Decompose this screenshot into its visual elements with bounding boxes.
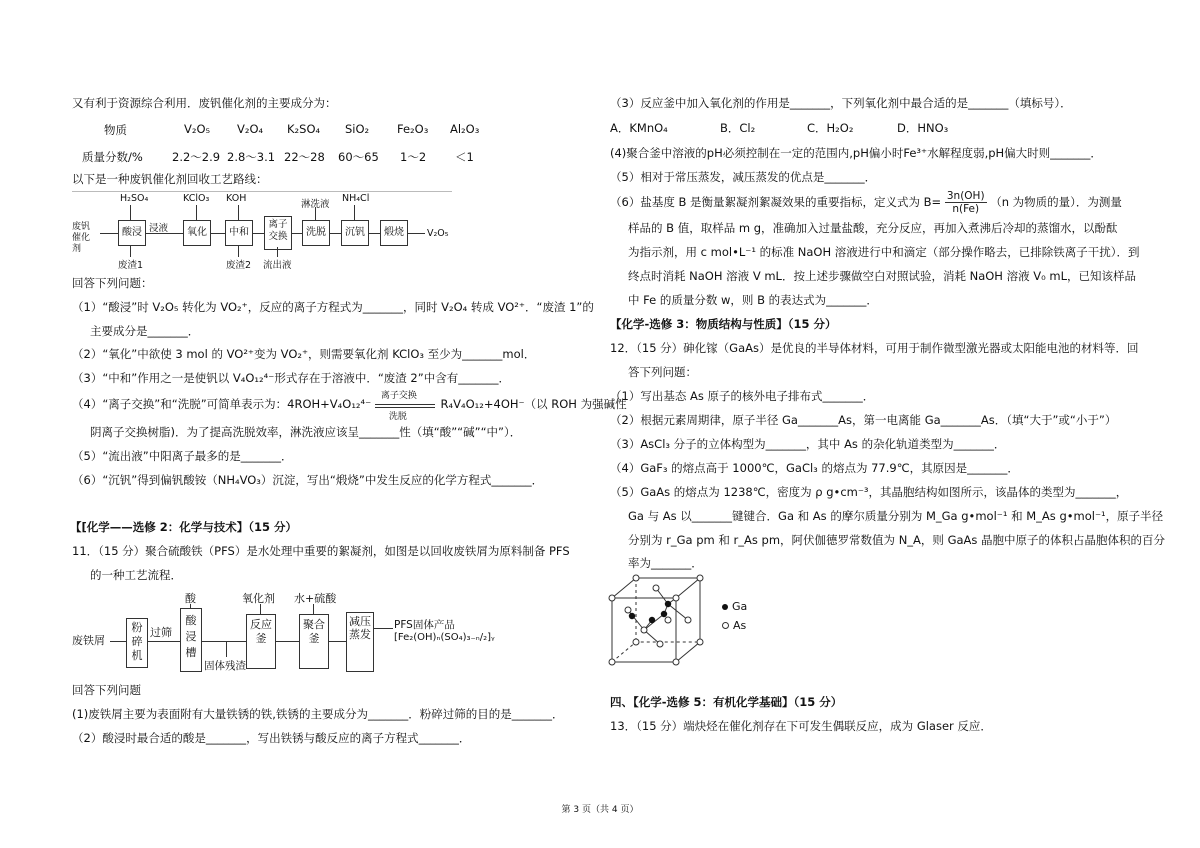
question-11-2: （2）酸浸时最合适的酸是_______，写出铁锈与酸反应的离子方程式_______． xyxy=(72,731,471,745)
as-atom xyxy=(673,595,679,601)
question-4-line-a xyxy=(72,390,627,422)
flow1-arrow xyxy=(238,245,239,257)
flow1-reagent-koh: KOH xyxy=(226,193,247,204)
question-13: 13．（15 分）端炔烃在催化剂存在下可发生偶联反应，成为 Glaser 反应． xyxy=(610,719,992,733)
flow1-arrow xyxy=(238,205,239,220)
legend-ga xyxy=(722,600,747,613)
as-atom xyxy=(653,585,659,591)
route-intro-text: 以下是一种废钒催化剂回收工艺路线： xyxy=(72,172,268,186)
flow1-arrow xyxy=(329,233,341,234)
intro-text: 又有利于资源综合利用．废钒催化剂的主要成分为： xyxy=(72,96,337,110)
flow1-waste1: 废渣1 xyxy=(118,260,144,271)
flow1-arrow xyxy=(252,233,264,234)
table-cell-al2o3: ＜1 xyxy=(455,150,474,164)
question-6: （6）“沉钒”得到偏钒酸铵（NH₄VO₃）沉淀，写出“煅烧”中发生反应的化学方程式_______． xyxy=(72,473,544,487)
question-11-6-line-e: 中 Fe 的质量分数 w，则 B 的表达式为_______． xyxy=(628,293,878,307)
flow2-arrow xyxy=(313,604,314,614)
flow1-reagent-kclo3: KClO₃ xyxy=(183,193,210,204)
flow2-formula: [Fe₂(OH)ₙ(SO₄)₃₋ₙ/₂]ᵧ xyxy=(394,632,495,643)
q4-equation-left: （4）“离子交换”和“洗脱”可简单表示为：4ROH+V₄O₁₂⁴⁻ xyxy=(72,397,372,411)
flow1-box-neutralize: 中和 xyxy=(225,220,253,246)
flow1-box-precipitate: 沉钒 xyxy=(341,220,369,246)
flow1-effluent: 流出液 xyxy=(263,260,292,271)
question-12-2: （2）根据元素周期律，原子半径 Ga_______As，第一电离能 Ga_______As．（填“大于”或“小于”） xyxy=(610,413,1117,427)
flow1-input: 废钒催化剂 xyxy=(72,222,91,254)
question-11-5: （5）相对于常压蒸发，减压蒸发的优点是_______． xyxy=(610,170,877,184)
flow2-arrow xyxy=(110,641,126,642)
question-12-4: （4）GaF₃ 的熔点高于 1000℃，GaCl₃ 的熔点为 77.9℃，其原因是_______． xyxy=(610,461,1019,475)
flow1-box-ion-exchange: 离子交换 xyxy=(264,216,292,250)
flow2-arrow xyxy=(275,641,299,642)
table-cell-k2so4: 22～28 xyxy=(284,150,325,164)
gaas-unit-cell-diagram xyxy=(608,574,718,670)
flow1-reagent-h2so4: H₂SO₄ xyxy=(120,193,149,204)
table-header-fe2o3: Fe₂O₃ xyxy=(397,122,429,136)
option-d: D．HNO₃ xyxy=(897,121,949,135)
flow1-arrow xyxy=(196,205,197,220)
q6-definition-prefix: （6）盐基度 B 是衡量絮凝剂絮凝效果的重要指标，定义式为 B= xyxy=(610,195,942,209)
q6-fraction xyxy=(945,190,987,215)
question-4-line-b: 阴离子交换树脂)．为了提高洗脱效率，淋洗液应该呈_______性（填“酸”“碱”“中”）． xyxy=(90,425,522,439)
as-atom xyxy=(633,639,639,645)
section-heading-elective-3: 【化学-选修 3：物质结构与性质】（15 分） xyxy=(610,317,837,331)
flow1-leachate-label: 浸液 xyxy=(149,223,169,234)
flow2-box-acid-tank: 酸浸槽 xyxy=(180,608,202,672)
legend-ga-label: Ga xyxy=(732,600,748,613)
table-header-sio2: SiO₂ xyxy=(345,122,370,136)
question-11-1: (1)废铁屑主要为表面附有大量铁锈的铁,铁锈的主要成分为_______．粉碎过筛的目的是_______． xyxy=(72,707,564,721)
flow1-arrow xyxy=(354,205,355,220)
question-12-5-line-a: （5）GaAs 的熔点为 1238℃，密度为 ρ g•cm⁻³，其晶胞结构如图所示，该晶体的类型为_______， xyxy=(610,485,1128,499)
table-header-k2so4: K₂SO₄ xyxy=(287,122,321,136)
as-atom xyxy=(609,659,615,665)
q6-definition-suffix: （n 为物质的量）．为测量 xyxy=(990,195,1122,209)
option-b: B．Cl₂ xyxy=(720,121,756,135)
answer-prompt-2: 回答下列问题 xyxy=(72,683,141,697)
table-header-al2o3: Al₂O₃ xyxy=(450,122,480,136)
question-11-line-b: 的一种工艺流程． xyxy=(90,568,182,582)
flow1-arrow xyxy=(315,207,316,220)
flow2-product: PFS固体产品 xyxy=(394,619,455,631)
question-12-3: （3）AsCl₃ 分子的立体构型为_______，其中 As 的杂化轨道类型为_______． xyxy=(610,437,1006,451)
flow2-residue: 固体残渣 xyxy=(204,660,246,672)
question-11-line-a: 11．（15 分）聚合硫酸铁（PFS）是水处理中重要的絮凝剂，如图是以回收废铁屑为原料制备 PFS xyxy=(72,544,570,558)
flow2-box-crusher: 粉碎机 xyxy=(126,618,148,668)
q6-fraction-numerator: 3n(OH) xyxy=(946,190,985,202)
section-heading-elective-2: 【[化学——选修 2：化学与技术】（15 分） xyxy=(70,520,298,534)
question-12-line-a: 12．（15 分）砷化镓（GaAs）是优良的半导体材料，可用于制作微型激光器或太阳能电池的材料等．回 xyxy=(610,341,1139,355)
legend-as-label: As xyxy=(733,619,747,632)
q4-arrow-bottom-label: 洗脱 xyxy=(388,411,407,422)
q6-fraction-denominator: n(Fe) xyxy=(952,203,980,215)
question-11-6-line-c: 为指示剂，用 c mol•L⁻¹ 的标准 NaOH 溶液进行中和滴定（部分操作略去，已排除铁离子干扰）．到 xyxy=(628,245,1140,259)
flow2-arrow xyxy=(190,604,191,608)
as-atom xyxy=(633,575,639,581)
flow1-reagent-nh4cl: NH₄Cl xyxy=(342,193,370,204)
cell-hidden-edges xyxy=(612,642,700,662)
table-header-v2o4: V₂O₄ xyxy=(237,122,264,136)
ga-atom xyxy=(649,617,655,623)
flow2-arrow xyxy=(201,641,246,642)
question-1-line-b: 主要成分是_______． xyxy=(90,324,200,338)
flow2-box-reactor: 反应釜 xyxy=(246,614,276,669)
as-atom xyxy=(625,607,631,613)
ga-legend-dot-icon xyxy=(722,604,728,610)
question-11-6-line-b: 样品的 B 值，取样品 m g，准确加入过量盐酸，充分反应，再加入煮沸后冷却的蒸馏水，以酚酞 xyxy=(628,221,1118,235)
flow1-arrow xyxy=(100,233,118,234)
flow1-waste2: 废渣2 xyxy=(226,260,252,271)
flow2-arrow xyxy=(226,641,227,657)
as-atom xyxy=(609,595,615,601)
flow1-box-elute: 洗脱 xyxy=(302,220,330,246)
option-c: C．H₂O₂ xyxy=(807,121,854,135)
question-11-6-line-a xyxy=(610,190,1122,215)
flow2-reagent-acid: 酸 xyxy=(185,592,196,605)
q4-equation-right: R₄V₄O₁₂+4OH⁻（以 ROH 为强碱性 xyxy=(440,397,627,411)
table-header-substance: 物质 xyxy=(104,123,127,137)
answer-prompt: 回答下列问题： xyxy=(72,276,153,290)
question-1-line-a: （1）“酸浸”时 V₂O₅ 转化为 VO₂⁺，反应的离子方程式为_______，同时 V₂O₄ 转成 VO²⁺．“废渣 1”的 xyxy=(72,300,594,314)
as-atom xyxy=(673,659,679,665)
option-a: A．KMnO₄ xyxy=(610,121,668,135)
bond-line xyxy=(668,604,688,620)
ga-atom xyxy=(665,601,671,607)
flow1-arrow xyxy=(368,233,380,234)
flow1-arrow xyxy=(130,245,131,257)
flow1-product: V₂O₅ xyxy=(427,228,449,239)
flow1-arrow xyxy=(210,233,225,234)
legend-as xyxy=(722,619,746,632)
flow2-box-polymerize: 聚合釜 xyxy=(299,614,329,669)
flow2-reagent-oxidant: 氧化剂 xyxy=(242,592,275,605)
flow1-arrow xyxy=(291,233,302,234)
table-cell-fe2o3: 1～2 xyxy=(400,150,427,164)
flow1-arrow xyxy=(130,205,131,220)
flow2-filter-label: 过筛 xyxy=(150,626,172,639)
question-12-line-b: 答下列问题： xyxy=(628,365,697,379)
flow1-arrow xyxy=(407,233,425,234)
table-header-v2o5: V₂O₅ xyxy=(184,122,211,136)
page-footer: 第 3 页（共 4 页） xyxy=(561,805,639,815)
flow1-reagent-wash: 淋洗液 xyxy=(301,199,330,210)
table-cell-v2o4: 2.8～3.1 xyxy=(227,150,276,164)
ga-atom xyxy=(661,611,667,617)
as-legend-dot-icon xyxy=(722,622,729,629)
question-11-4: (4)聚合釜中溶液的pH必须控制在一定的范围内,pH偏小时Fe³⁺水解程度弱,pH偏大时则_______． xyxy=(610,146,1102,160)
question-2: （2）“氧化”中欲使 3 mol 的 VO²⁺变为 VO₂⁺，则需要氧化剂 KClO₃ 至少为_______mol． xyxy=(72,347,536,361)
flow1-top-rule xyxy=(72,191,452,192)
as-atom xyxy=(685,617,691,623)
as-atom xyxy=(697,639,703,645)
as-atom xyxy=(657,641,663,647)
flow2-reagent-water-acid: 水+硫酸 xyxy=(294,592,337,605)
q4-arrow-top-label: 离子交换 xyxy=(380,390,417,401)
flow2-arrow xyxy=(328,641,346,642)
flow2-input: 废铁屑 xyxy=(72,634,105,647)
question-5: （5）“流出液”中阳离子最多的是_______． xyxy=(72,449,293,463)
as-atom xyxy=(641,627,647,633)
q4-equilibrium-arrow xyxy=(375,390,437,422)
flow1-box-acid-leach: 酸浸 xyxy=(118,220,146,246)
as-atom xyxy=(697,575,703,581)
table-cell-label: 质量分数/% xyxy=(82,150,143,164)
as-atom xyxy=(665,617,671,623)
question-3: （3）“中和”作用之一是使钒以 V₄O₁₂⁴⁻形式存在于溶液中．“废渣 2”中含有_______． xyxy=(72,371,510,385)
flow2-arrow xyxy=(373,628,393,629)
flow2-box-evaporate: 减压蒸发 xyxy=(346,612,374,672)
question-12-5-line-c: 分别为 r_Ga pm 和 r_As pm，阿伏伽德罗常数值为 N_A，则 GaAs 晶胞中原子的体积占晶胞体积的百分 xyxy=(628,533,1166,547)
question-11-6-line-d: 终点时消耗 NaOH 溶液 V mL．按上述步骤做空白对照试验，消耗 NaOH 溶液 V₀ mL，已知该样品 xyxy=(628,269,1137,283)
section-heading-elective-5: 四、【化学-选修 5：有机化学基础】（15 分） xyxy=(610,695,843,709)
question-11-3: （3）反应釜中加入氧化剂的作用是_______，下列氧化剂中最合适的是_______（填标号）． xyxy=(610,96,1072,110)
table-cell-sio2: 60～65 xyxy=(338,150,379,164)
table-cell-v2o5: 2.2～2.9 xyxy=(172,150,221,164)
flow1-box-calcine: 煅烧 xyxy=(380,220,408,246)
flow1-arrow xyxy=(277,247,278,257)
flow2-arrow xyxy=(147,641,180,642)
flow2-arrow xyxy=(260,604,261,614)
question-12-5-line-b: Ga 与 As 以_______键键合．Ga 和 As 的摩尔质量分别为 M_Ga g•mol⁻¹ 和 M_As g•mol⁻¹，原子半径 xyxy=(628,509,1164,523)
question-12-5-line-d: 率为_______． xyxy=(628,556,703,570)
ga-atom xyxy=(629,613,635,619)
flow1-box-oxidize: 氧化 xyxy=(183,220,211,246)
question-12-1: （1）写出基态 As 原子的核外电子排布式_______． xyxy=(610,389,875,403)
